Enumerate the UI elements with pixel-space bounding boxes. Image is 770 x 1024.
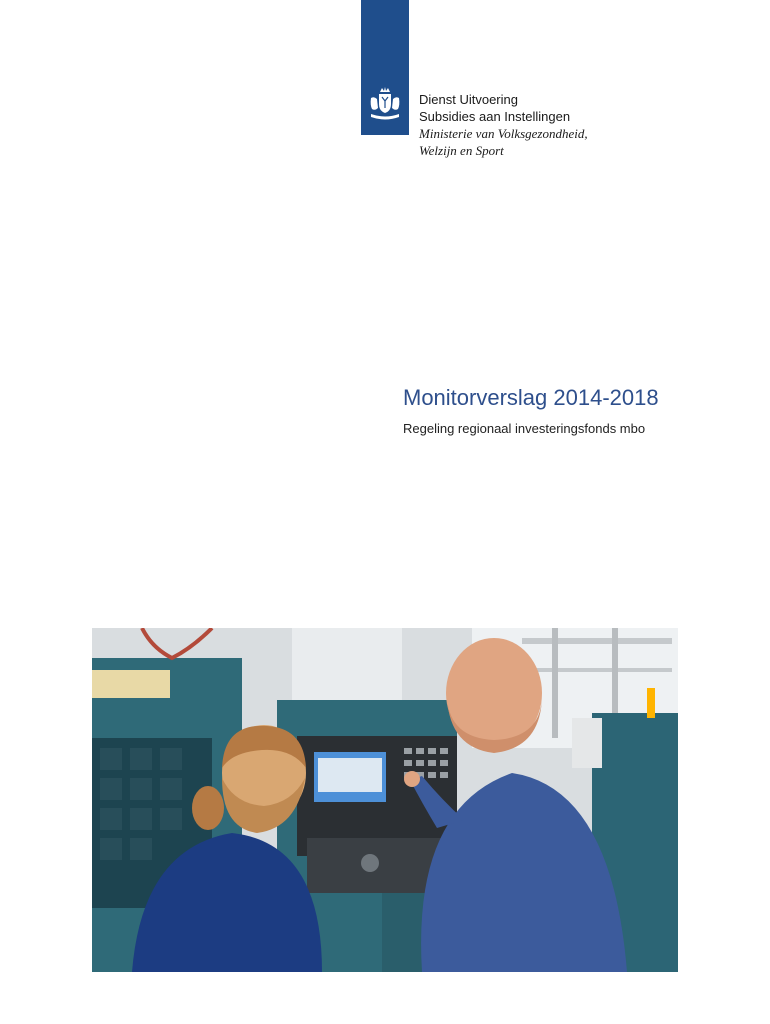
cover-photo-illustration	[92, 628, 678, 972]
report-title: Monitorverslag 2014-2018	[403, 385, 659, 410]
cover-photo	[92, 628, 678, 972]
coat-of-arms-icon	[365, 84, 405, 124]
org-line-2: Subsidies aan Instellingen	[419, 109, 571, 124]
ministry-line-2: Welzijn en Sport	[419, 143, 504, 158]
organization-name	[419, 91, 588, 159]
logo-bar	[361, 0, 409, 135]
report-subtitle: Regeling regionaal investeringsfonds mbo	[403, 421, 646, 436]
ministry-line-1: Ministerie van Volksgezondheid,	[419, 126, 588, 141]
org-line-1: Dienst Uitvoering	[419, 92, 518, 107]
